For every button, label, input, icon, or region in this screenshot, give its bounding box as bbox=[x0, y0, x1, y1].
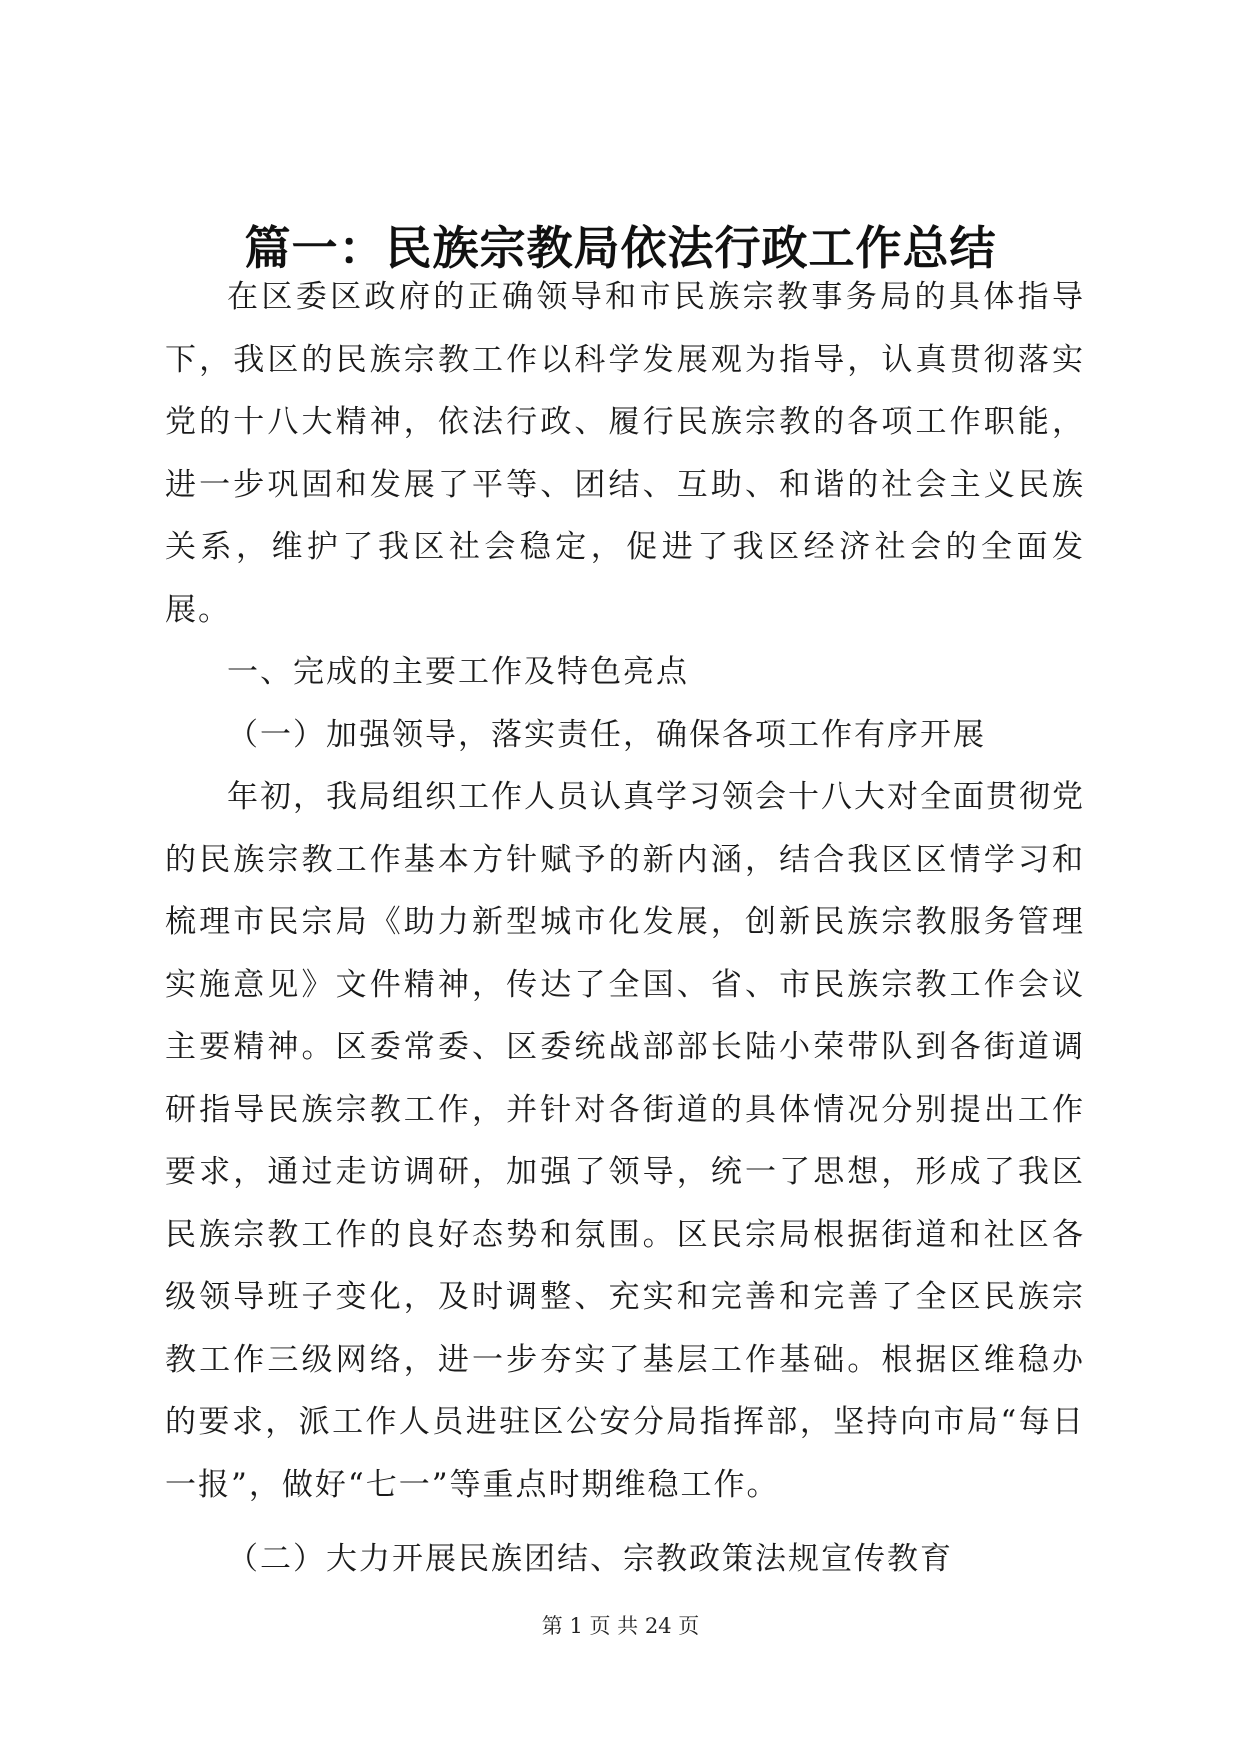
subsection-1-paragraph: 年初，我局组织工作人员认真学习领会十八大对全面贯彻党的民族宗教工作基本方针赋予的新内涵，结合我区区情学习和梳理市民宗局《助力新型城市化发展，创新民族宗教服务管理实施意见》文件精神，传达了全国、省、市民族宗教工作会议主要精神。区委常委、区委统战部部长陆小荣带队到各街道调研指导民族宗教工作，并针对各街道的具体情况分别提出工作要求，通过走访调研，加强了领导，统一了思想，形成了我区民族宗教工作的良好态势和氛围。区民宗局根据街道和社区各级领导班子变化，及时调整、充实和完善和完善了全区民族宗教工作三级网络，进一步夯实了基层工作基础。根据区维稳办的要求，派工作人员进驻区公安分局指挥部，坚持向市局“每日一报”，做好“七一”等重点时期维稳工作。 bbox=[165, 779, 1085, 1503]
document-title: 篇一：民族宗教局依法行政工作总结 bbox=[244, 221, 997, 275]
subsection-heading-1: （一）加强领导，落实责任，确保各项工作有序开展 bbox=[227, 716, 986, 753]
subsection-heading-2: （二）大力开展民族团结、宗教政策法规宣传教育 bbox=[227, 1541, 953, 1577]
document-body bbox=[165, 266, 1085, 1591]
section-heading-1: 一、完成的主要工作及特色亮点 bbox=[227, 654, 689, 690]
page-number-footer: 第 1 页 共 24 页 bbox=[541, 1614, 700, 1638]
intro-paragraph: 在区委区政府的正确领导和市民族宗教事务局的具体指导下，我区的民族宗教工作以科学发展观为指导，认真贯彻落实党的十八大精神，依法行政、履行民族宗教的各项工作职能，进一步巩固和发展了平等、团结、互助、和谐的社会主义民族关系，维护了我区社会稳定，促进了我区经济社会的全面发展。 bbox=[165, 279, 1085, 628]
